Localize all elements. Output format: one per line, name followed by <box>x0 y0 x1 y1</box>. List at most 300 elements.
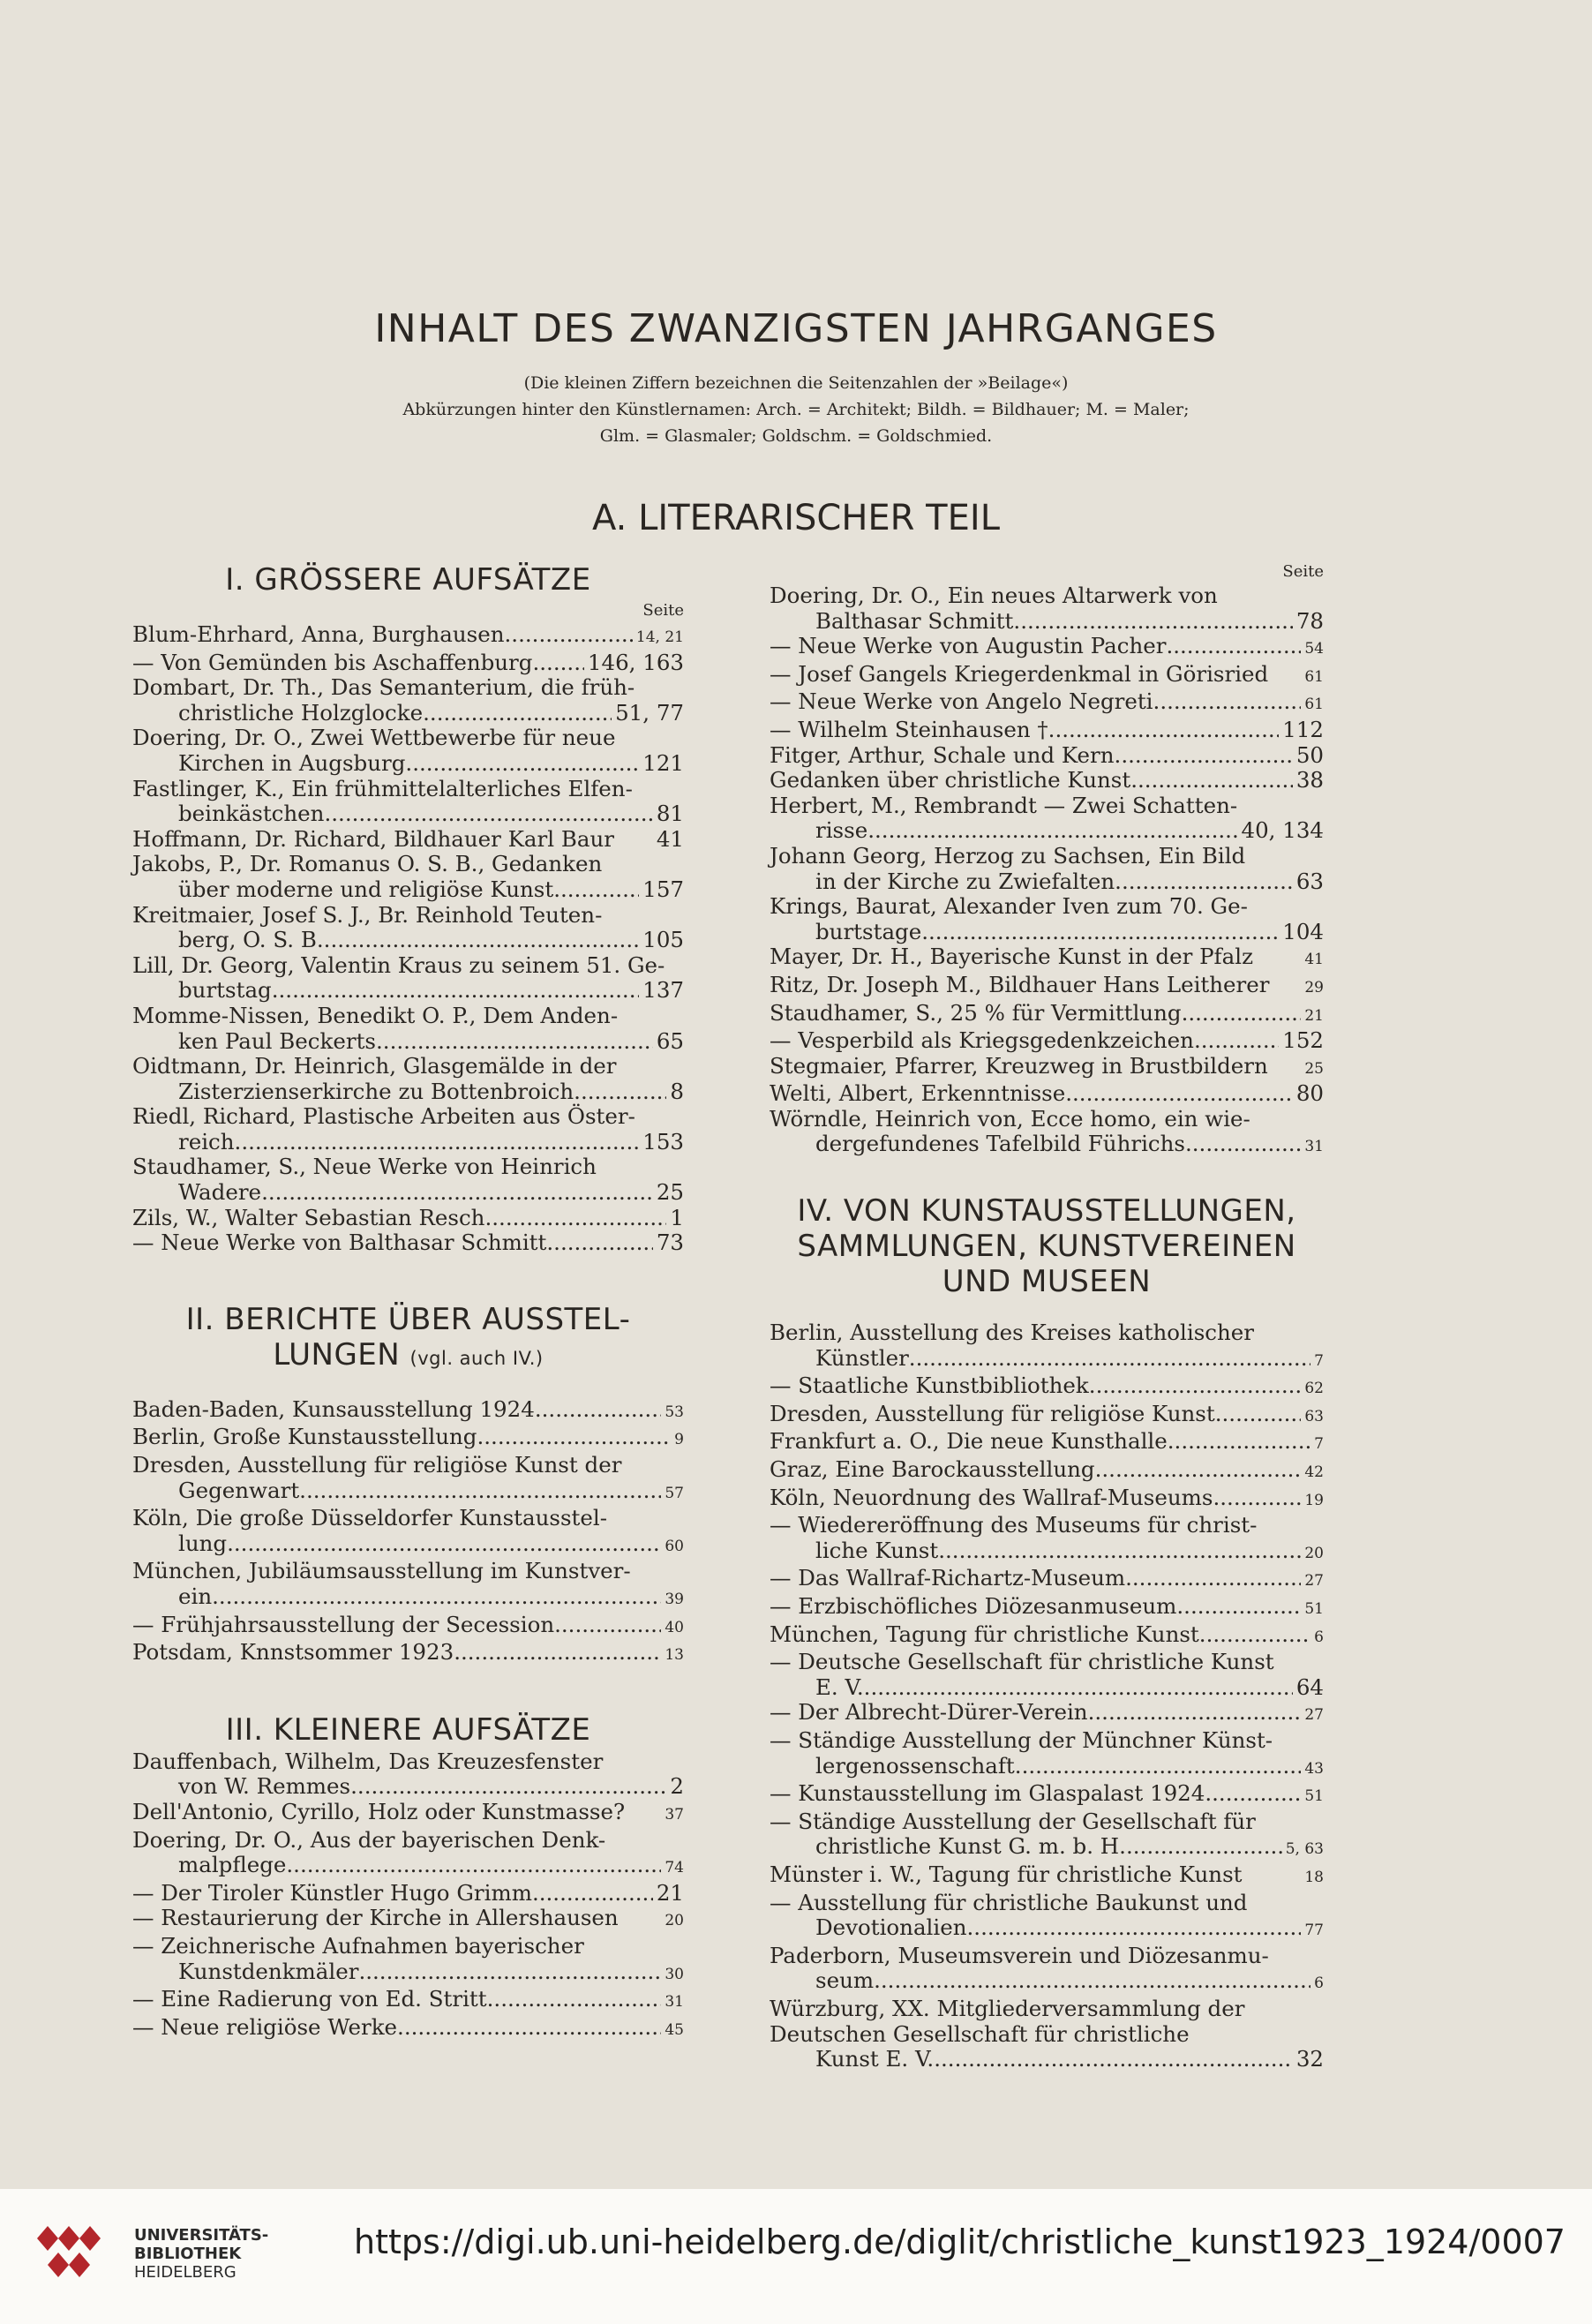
toc-entry <box>132 827 684 853</box>
entry-text: E. V. <box>815 1673 864 1700</box>
toc-list <box>770 1320 1324 2072</box>
entry-text: Künstler <box>815 1344 909 1371</box>
toc-entry <box>132 1230 684 1256</box>
page-number: 42 <box>1304 1463 1324 1482</box>
page-number: 40, 134 <box>1241 817 1324 844</box>
page-number: 30 <box>665 1965 684 1983</box>
entry-last-line <box>132 1425 684 1453</box>
section-heading-line: SAMMLUNGEN, KUNSTVEREINEN <box>797 1229 1296 1265</box>
dot-leader <box>1130 768 1293 793</box>
toc-entry <box>132 1154 684 1205</box>
entry-text: beinkästchen <box>178 801 325 827</box>
entry-text-line: Doering, Dr. O., Zwei Wettbewerbe für neue <box>132 725 616 751</box>
page-number: 152 <box>1282 1027 1324 1054</box>
library-name-line: HEIDELBERG <box>134 2263 237 2282</box>
dot-leader <box>553 877 639 903</box>
toc-entry <box>132 675 684 726</box>
dot-leader <box>864 1675 1293 1701</box>
dot-leader <box>286 1853 661 1878</box>
dot-leader <box>212 1584 661 1610</box>
entry-last-line <box>132 1130 684 1155</box>
entry-last-line <box>132 1987 684 2015</box>
toc-entry <box>770 844 1324 894</box>
entry-text: Zils, W., Walter Sebastian Resch <box>132 1204 485 1230</box>
dot-leader <box>1166 634 1301 659</box>
entry-text: lung <box>178 1530 228 1556</box>
toc-entry <box>770 1809 1324 1862</box>
page-number: 2 <box>670 1773 684 1800</box>
entry-text-line: — Deutsche Gesellschaft für christliche Kunst <box>770 1649 1274 1675</box>
entry-text: — Das Wallraf-Richartz-Museum <box>770 1565 1126 1591</box>
toc-entry <box>770 768 1324 793</box>
entry-text-line: München, Jubiläumsausstellung im Kunstver- <box>132 1558 631 1584</box>
entry-last-line <box>770 1622 1324 1651</box>
entry-last-line <box>132 1180 684 1206</box>
entry-last-line <box>132 928 684 953</box>
entry-last-line <box>132 1397 684 1425</box>
entry-text-line: Lill, Dr. Georg, Valentin Kraus zu seinem 51. Ge- <box>132 951 665 978</box>
dot-leader <box>909 1346 1310 1372</box>
entry-last-line <box>132 651 684 676</box>
dot-leader <box>397 2015 661 2041</box>
section-heading-note: (vgl. auch IV.) <box>409 1347 544 1369</box>
entry-last-line <box>770 662 1324 690</box>
entry-last-line <box>770 1485 1324 1514</box>
page-number: 61 <box>1304 696 1324 714</box>
entry-text: Kunst E. V. <box>815 2046 935 2072</box>
entry-text-line: Fastlinger, K., Ein frühmittelalterliches Elfen- <box>132 775 633 801</box>
entry-last-line <box>770 1028 1324 1054</box>
toc-entry <box>132 2015 684 2043</box>
toc-entry <box>770 583 1324 634</box>
entry-text: berg, O. S. B. <box>178 927 324 953</box>
dot-leader <box>1168 1429 1310 1455</box>
dot-leader <box>350 1774 666 1800</box>
page-number: 57 <box>665 1484 684 1502</box>
section-heading-line: LUNGEN <box>273 1336 401 1373</box>
page-number: 20 <box>665 1912 684 1930</box>
footer-bar <box>0 2189 1592 2324</box>
entry-text: — Neue religiöse Werke <box>132 2013 398 2040</box>
toc-entry <box>770 1107 1324 1160</box>
entry-text-line: Doering, Dr. O., Ein neues Altarwerk von <box>770 583 1218 608</box>
entry-text: Köln, Neuordnung des Wallraf-Museums <box>770 1484 1213 1510</box>
entry-text: Mayer, Dr. H., Bayerische Kunst in der Pfalz <box>770 944 1253 970</box>
section-heading-line: IV. VON KUNSTAUSSTELLUNGEN, <box>797 1193 1296 1230</box>
title-block <box>212 305 1380 541</box>
entry-last-line <box>770 1915 1324 1944</box>
page-number: 105 <box>642 927 684 953</box>
entry-text: Devotionalien <box>815 1914 967 1941</box>
entry-text: Welti, Albert, Erkenntnisse <box>770 1080 1066 1107</box>
note-line: Abkürzungen hinter den Künstlernamen: Arch. = Architekt; Bildh. = Bildhauer; M. = Maler; <box>402 400 1190 419</box>
page-number: 7 <box>1314 1435 1324 1454</box>
entry-text: Dresden, Ausstellung für religiöse Kunst <box>770 1400 1215 1426</box>
page-number: 41 <box>1304 951 1324 969</box>
toc-entry <box>132 1934 684 1987</box>
toc-entry <box>132 1906 684 1934</box>
entry-text-line: Staudhamer, S., Neue Werke von Heinrich <box>132 1154 597 1180</box>
toc-entry <box>132 1559 684 1612</box>
page-number: 37 <box>665 1805 684 1824</box>
entry-last-line <box>770 1054 1324 1082</box>
entry-text-line: Riedl, Richard, Plastische Arbeiten aus Öster- <box>132 1103 635 1130</box>
entry-last-line <box>770 1429 1324 1457</box>
page-number: 41 <box>656 825 684 852</box>
toc-entry <box>770 1622 1324 1651</box>
section-heading-line: II. BERICHTE ÜBER AUSSTEL- <box>185 1301 631 1337</box>
entry-last-line <box>770 944 1324 973</box>
page-number: 14, 21 <box>635 628 684 646</box>
entry-text: burtstage <box>815 918 922 944</box>
entry-text: seum <box>815 1967 875 1994</box>
dot-leader <box>1125 1566 1301 1591</box>
dot-leader <box>532 651 583 676</box>
entry-text-line: Deutschen Gesellschaft für christliche <box>770 2020 1190 2047</box>
toc-entry <box>132 726 684 776</box>
toc-entry <box>770 1781 1324 1809</box>
library-name-line: BIBLIOTHEK <box>134 2245 242 2263</box>
entry-last-line <box>132 801 684 827</box>
entry-text: ein <box>178 1583 213 1609</box>
page-number: 39 <box>665 1591 684 1608</box>
entry-text: christliche Kunst G. m. b. H. <box>815 1833 1126 1860</box>
page-number: 112 <box>1282 716 1324 742</box>
entry-last-line <box>132 1881 684 1907</box>
entry-last-line <box>132 1029 684 1055</box>
toc-entry <box>770 1054 1324 1082</box>
page-number: 74 <box>665 1859 684 1877</box>
entry-last-line <box>132 622 684 651</box>
toc-entry <box>770 718 1324 743</box>
dot-leader <box>477 1425 671 1450</box>
page-number: 21 <box>1304 1006 1324 1025</box>
page-number: 104 <box>1282 918 1324 944</box>
entry-text: liche Kunst <box>815 1537 939 1563</box>
toc-entry <box>132 777 684 827</box>
entry-text: Frankfurt a. O., Die neue Kunsthalle <box>770 1428 1168 1455</box>
entry-last-line <box>132 1206 684 1231</box>
dot-leader <box>1115 743 1293 769</box>
page-number: 27 <box>1304 1706 1324 1725</box>
toc-entry <box>770 1513 1324 1566</box>
entry-last-line <box>132 751 684 777</box>
left-column <box>132 560 684 2042</box>
section-heading: III. KLEINERE AUFSÄTZE <box>225 1711 591 1748</box>
toc-entry <box>132 622 684 651</box>
entry-text-line: Jakobs, P., Dr. Romanus O. S. B., Gedanken <box>132 851 603 877</box>
entry-text-line: Würzburg, XX. Mitgliederversammlung der <box>770 1995 1245 2021</box>
toc-entry <box>770 1485 1324 1514</box>
dot-leader <box>934 2047 1293 2072</box>
page-number: 64 <box>1295 1673 1324 1700</box>
toc-entry <box>770 634 1324 662</box>
page-number: 62 <box>1304 1380 1324 1398</box>
entry-text: — Restaurierung der Kirche in Allershausen <box>132 1905 619 1931</box>
toc-entry <box>132 1054 684 1104</box>
entry-text: malpflege <box>178 1852 287 1878</box>
entry-last-line <box>770 1754 1324 1782</box>
page-number: 45 <box>665 2020 684 2039</box>
page-number: 53 <box>665 1403 684 1421</box>
toc-entry <box>770 743 1324 769</box>
entry-text-line: — Wiedereröffnung des Museums für christ- <box>770 1512 1258 1538</box>
section-heading <box>132 1302 684 1376</box>
entry-last-line <box>770 634 1324 662</box>
entry-text-line: Oidtmann, Dr. Heinrich, Glasgemälde in der <box>132 1053 617 1079</box>
toc-entry <box>770 944 1324 973</box>
entry-text: Hoffmann, Dr. Richard, Bildhauer Karl Baur <box>132 825 614 852</box>
toc-entry <box>770 689 1324 718</box>
entry-last-line <box>770 920 1324 945</box>
toc-entry <box>132 903 684 953</box>
dot-leader <box>1065 1081 1293 1107</box>
dot-leader <box>921 920 1279 945</box>
dot-leader <box>299 1478 661 1504</box>
entry-last-line <box>132 1079 684 1105</box>
entry-text-line: — Zeichnerische Aufnahmen bayerischer <box>132 1932 584 1959</box>
page-number: 6 <box>1314 1974 1324 1993</box>
page-number: 63 <box>1304 1407 1324 1425</box>
dot-leader <box>874 1968 1310 1994</box>
toc-entry <box>770 1028 1324 1054</box>
toc-entry <box>770 973 1324 1001</box>
toc-list <box>770 583 1324 1160</box>
page-number: 73 <box>656 1230 684 1256</box>
entry-last-line <box>770 818 1324 844</box>
entry-text: — Neue Werke von Angelo Negreti <box>770 688 1153 715</box>
dot-leader <box>967 1915 1302 1941</box>
permalink-url[interactable]: https://digi.ub.uni-heidelberg.de/diglit/christliche_kunst1923_1924/0007 <box>354 2222 1566 2261</box>
entry-text-line: Dombart, Dr. Th., Das Semanterium, die früh- <box>132 674 635 701</box>
note-line: (Die kleinen Ziffern bezeichnen die Seitenzahlen der »Beilage«) <box>523 373 1069 393</box>
entry-text: Gedanken über christliche Kunst <box>770 767 1131 793</box>
entry-last-line <box>132 1774 684 1800</box>
page-number: 31 <box>665 1993 684 2012</box>
page-number: 43 <box>1304 1759 1324 1778</box>
entry-text-line: Herbert, M., Rembrandt — Zwei Schatten- <box>770 792 1238 818</box>
entry-last-line <box>132 827 684 853</box>
dot-leader <box>484 1206 666 1231</box>
entry-text-line: Johann Georg, Herzog zu Sachsen, Ein Bild <box>770 842 1246 869</box>
entry-text: Potsdam, Knnstsommer 1923 <box>132 1639 454 1666</box>
toc-entry <box>770 1320 1324 1373</box>
entry-last-line <box>770 1346 1324 1374</box>
toc-entry <box>132 1004 684 1054</box>
entry-last-line <box>770 1968 1324 1997</box>
entry-text: Gegenwart <box>178 1477 300 1503</box>
entry-last-line <box>770 1834 1324 1862</box>
page-number: 121 <box>642 749 684 776</box>
toc-entry <box>770 1891 1324 1944</box>
toc-entry <box>770 1429 1324 1457</box>
entry-last-line <box>770 973 1324 1001</box>
toc-entry <box>770 662 1324 690</box>
entry-text: dergefundenes Tafelbild Führichs <box>815 1131 1185 1157</box>
page-number: 63 <box>1295 868 1324 894</box>
toc-entry <box>132 1613 684 1641</box>
entry-last-line <box>132 978 684 1004</box>
entry-text: Fitger, Arthur, Schale und Kern <box>770 741 1115 768</box>
entry-text: christliche Holzglocke <box>178 699 424 726</box>
toc-entry <box>770 1700 1324 1728</box>
dot-leader <box>1015 1754 1302 1779</box>
toc-entry <box>770 793 1324 844</box>
page-number: 8 <box>670 1078 684 1104</box>
entry-text: Zisterzienserkirche zu Bottenbroich <box>178 1078 574 1104</box>
page-number: 7 <box>1314 1351 1324 1370</box>
entry-text: — Der Tiroler Künstler Hugo Grimm <box>132 1879 532 1906</box>
entry-last-line <box>132 1478 684 1507</box>
toc-entry <box>132 1800 684 1828</box>
entry-last-line <box>132 1906 684 1934</box>
toc-entry <box>770 1001 1324 1029</box>
page-number: 81 <box>656 801 684 827</box>
entry-text: — Kunstausstellung im Glaspalast 1924 <box>770 1780 1205 1807</box>
dot-leader <box>1153 689 1302 715</box>
dot-leader <box>1213 1485 1301 1511</box>
page-number: 18 <box>1304 1868 1324 1886</box>
dot-leader <box>324 928 640 953</box>
entry-text: reich <box>178 1128 235 1154</box>
dot-leader <box>324 801 652 827</box>
section-heading <box>770 1193 1324 1299</box>
entry-text: burtstag <box>178 977 272 1004</box>
entry-text: Staudhamer, S., 25 % für Vermittlung <box>770 999 1182 1026</box>
entry-last-line <box>770 1700 1324 1728</box>
toc-entry <box>770 1402 1324 1430</box>
entry-text: von W. Remmes <box>178 1773 351 1800</box>
section-heading-line: UND MUSEEN <box>942 1264 1152 1300</box>
entry-last-line <box>770 1862 1324 1891</box>
page-number: 80 <box>1295 1080 1324 1107</box>
dot-leader <box>423 701 612 726</box>
section-heading: I. GRÖSSERE AUFSÄTZE <box>225 562 591 598</box>
entry-last-line <box>132 1959 684 1988</box>
toc-list <box>132 1749 684 2043</box>
entry-text-line: Momme-Nissen, Benedikt O. P., Dem Anden- <box>132 1002 619 1028</box>
toc-entry <box>770 1081 1324 1107</box>
toc-entry <box>132 1397 684 1425</box>
entry-text-line: — Ständige Ausstellung der Gesellschaft für <box>770 1808 1256 1834</box>
dot-leader <box>454 1640 661 1666</box>
dot-leader <box>405 751 639 777</box>
dot-leader <box>1199 1622 1310 1648</box>
dot-leader <box>261 1180 653 1206</box>
entry-text-line: Dauffenbach, Wilhelm, Das Kreuzesfenster <box>132 1748 604 1774</box>
dot-leader <box>1176 1594 1301 1620</box>
dot-leader <box>535 1397 662 1423</box>
page-number: 27 <box>1304 1572 1324 1591</box>
entry-text-line: Köln, Die große Düsseldorfer Kunstausstel- <box>132 1505 607 1531</box>
entry-text: Berlin, Große Kunstausstellung <box>132 1424 477 1450</box>
entry-text: — Staatliche Kunstbibliothek <box>770 1373 1089 1399</box>
entry-text-line: Paderborn, Museumsverein und Diözesanmu- <box>770 1942 1269 1968</box>
library-name-line: UNIVERSITÄTS- <box>134 2226 269 2245</box>
dot-leader <box>1126 1834 1282 1860</box>
entry-text: Dell'Antonio, Cyrillo, Holz oder Kunstmasse? <box>132 1798 626 1824</box>
page-number: 60 <box>665 1537 684 1555</box>
entry-last-line <box>770 1457 1324 1485</box>
entry-last-line <box>770 609 1324 635</box>
toc-entry <box>132 1987 684 2015</box>
entry-last-line <box>770 1781 1324 1809</box>
university-logo-icon <box>34 2224 122 2286</box>
entry-text: Wadere <box>178 1179 262 1206</box>
seite-label: Seite <box>1282 562 1324 581</box>
page-number: 137 <box>642 977 684 1004</box>
toc-entry <box>132 1453 684 1506</box>
note-line: Glm. = Glasmaler; Goldschm. = Goldschmied. <box>599 426 993 446</box>
entry-text: ken Paul Beckerts <box>178 1027 377 1054</box>
entry-text: — Eine Radierung von Ed. Stritt <box>132 1986 487 2012</box>
toc-entry <box>132 1749 684 1800</box>
entry-last-line <box>132 701 684 726</box>
seite-label: Seite <box>642 601 684 620</box>
dot-leader <box>1115 869 1293 895</box>
page-number: 153 <box>642 1128 684 1154</box>
entry-text: — Neue Werke von Balthasar Schmitt <box>132 1230 547 1256</box>
entry-text: Balthasar Schmitt <box>815 607 1014 634</box>
page-number: 38 <box>1295 767 1324 793</box>
entry-last-line <box>770 2047 1324 2072</box>
toc-entry <box>770 1457 1324 1485</box>
page-number: 50 <box>1295 741 1324 768</box>
entry-text: — Vesperbild als Kriegsgedenkzeichen <box>770 1027 1194 1054</box>
dot-leader <box>1194 1028 1279 1054</box>
entry-last-line <box>770 1001 1324 1029</box>
page-number: 61 <box>1304 667 1324 686</box>
page-number: 13 <box>665 1646 684 1665</box>
entry-text-line: — Ständige Ausstellung der Münchner Künst- <box>770 1726 1273 1753</box>
toc-entry <box>132 1828 684 1881</box>
toc-entry <box>770 894 1324 944</box>
entry-last-line <box>770 1402 1324 1430</box>
page-number: 21 <box>656 1879 684 1906</box>
dot-leader <box>1185 1132 1301 1157</box>
page-number: 20 <box>1304 1544 1324 1562</box>
entry-text: in der Kirche zu Zwiefalten <box>815 868 1115 894</box>
entry-text-line: Berlin, Ausstellung des Kreises katholischer <box>770 1320 1255 1346</box>
page-number: 51, 77 <box>615 699 684 726</box>
entry-text-line: Kreitmaier, Josef S. J., Br. Reinhold Teuten- <box>132 901 603 928</box>
page-number: 32 <box>1295 2046 1324 2072</box>
entry-text-line: Dresden, Ausstellung für religiöse Kunst der <box>132 1452 622 1478</box>
toc-entry <box>132 1425 684 1453</box>
entry-last-line <box>132 1531 684 1560</box>
dot-leader <box>1095 1457 1302 1483</box>
entry-last-line <box>770 743 1324 769</box>
entry-text: Blum-Ehrhard, Anna, Burghausen <box>132 621 505 647</box>
entry-last-line <box>132 1230 684 1256</box>
entry-text-line: Wörndle, Heinrich von, Ecce homo, ein wie- <box>770 1105 1250 1132</box>
page-number: 54 <box>1304 640 1324 658</box>
page-number: 157 <box>642 876 684 902</box>
library-name <box>134 2226 268 2282</box>
entry-text-line: Krings, Baurat, Alexander Iven zum 70. Ge- <box>770 893 1248 920</box>
page-title: INHALT DES ZWANZIGSTEN JAHRGANGES <box>374 306 1218 351</box>
page-number: 25 <box>656 1179 684 1206</box>
entry-text: Münster i. W., Tagung für christliche Kunst <box>770 1861 1243 1887</box>
toc-entry <box>132 651 684 676</box>
dot-leader <box>1215 1402 1302 1427</box>
dot-leader <box>227 1531 661 1557</box>
entry-last-line <box>770 1566 1324 1594</box>
page-number: 146, 163 <box>587 649 684 675</box>
dot-leader <box>358 1959 661 1985</box>
dot-leader <box>574 1079 666 1105</box>
dot-leader <box>546 1230 652 1256</box>
